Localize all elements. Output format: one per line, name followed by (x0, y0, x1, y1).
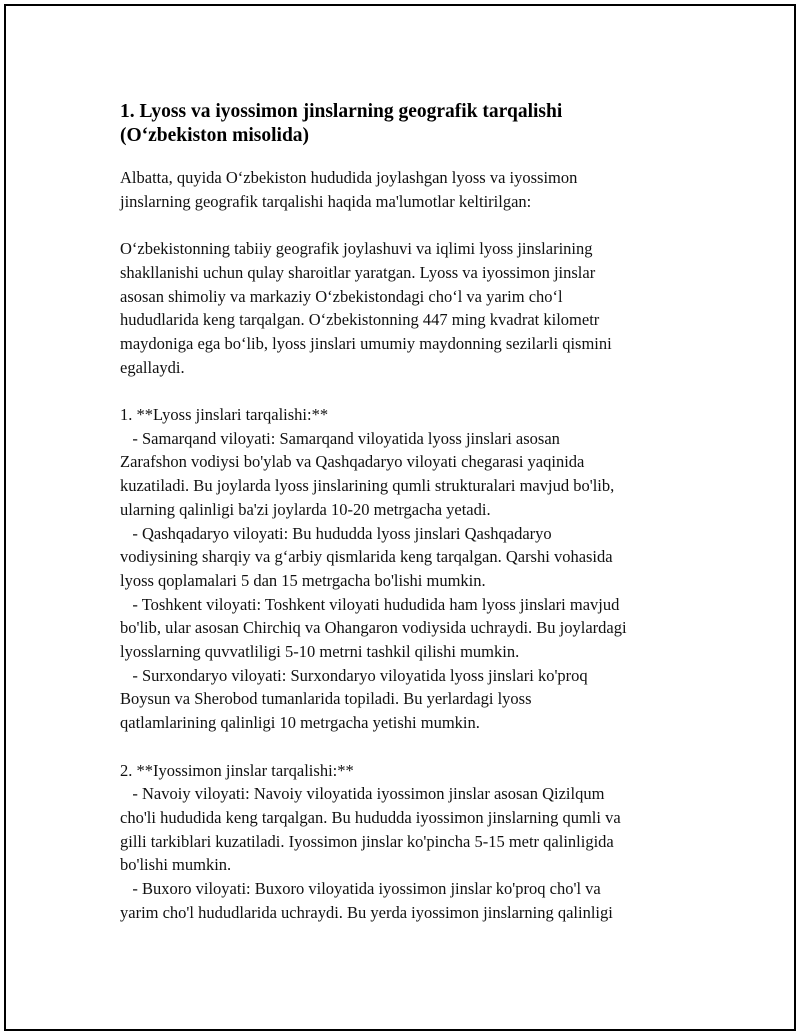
text-line: - Samarqand viloyati: Samarqand viloyatida lyoss jinslari asosan (120, 428, 560, 448)
section-heading: 1. **Lyoss jinslari tarqalishi:** (120, 405, 329, 424)
title-line: (O‘zbekiston misolida) (120, 125, 310, 146)
text-line: lyoss qoplamalari 5 dan 15 metrgacha bo'lishi mumkin. (120, 570, 486, 590)
text-line: - Surxondaryo viloyati: Surxondaryo viloyatida lyoss jinslari ko'proq (120, 665, 588, 685)
text-line: ularning qalinligi ba'zi joylarda 10-20 metrgacha yetadi. (120, 499, 491, 519)
text-line: qatlamlarining qalinligi 10 metrgacha yetishi mumkin. (120, 713, 480, 733)
text-line: vodiysining sharqiy va g‘arbiy qismlarida keng tarqalgan. Qarshi vohasida (120, 547, 613, 567)
section-heading: 2. **Iyossimon jinslar tarqalishi:** (120, 760, 354, 780)
text-line: yarim cho'l hududlarida uchraydi. Bu yerda iyossimon jinslarning qalinligi (120, 902, 613, 922)
text-line: lyosslarning quvvatliligi 5-10 metrni tashkil qilishi mumkin. (120, 642, 520, 662)
page-frame (4, 4, 796, 1031)
text-line: O‘zbekistonning tabiiy geografik joylashuvi va iqlimi lyoss jinslarining (120, 239, 593, 259)
text-line: - Qashqadaryo viloyati: Bu hududda lyoss jinslari Qashqadaryo (120, 523, 552, 543)
blank-line (120, 379, 700, 403)
text-line: maydoniga ega bo‘lib, lyoss jinslari umumiy maydonning sezilarli qismini (120, 333, 612, 353)
text-line: Albatta, quyida O‘zbekiston hududida joylashgan lyoss va iyossimon (120, 168, 578, 187)
text-line: - Toshkent viloyati: Toshkent viloyati hududida ham lyoss jinslari mavjud (120, 594, 620, 614)
text-line: asosan shimoliy va markaziy O‘zbekistondagi cho‘l va yarim cho‘l (120, 286, 563, 306)
text-line: Zarafshon vodiysi bo'ylab va Qashqadaryo viloyati chegarasi yaqinida (120, 452, 585, 472)
document-title (120, 100, 700, 148)
text-line: hududlarida keng tarqalgan. O‘zbekistonning 447 ming kvadrat kilometr (120, 310, 600, 330)
text-line: shakllanishi uchun qulay sharoitlar yaratgan. Lyoss va iyossimon jinslar (120, 262, 596, 282)
blank-line (120, 213, 700, 237)
text-line: - Buxoro viloyati: Buxoro viloyatida iyossimon jinslar ko'proq cho'l va (120, 879, 601, 899)
text-line: gilli tarkiblari kuzatiladi. Iyossimon jinslar ko'pincha 5-15 metr qalinligida (120, 831, 614, 851)
blank-line (120, 735, 700, 759)
overview-paragraph (120, 237, 700, 379)
text-line: kuzatiladi. Bu joylarda lyoss jinslarining qumli strukturalari mavjud bo'lib, (120, 476, 615, 496)
text-line: - Navoiy viloyati: Navoiy viloyatida iyossimon jinslar asosan Qizilqum (120, 784, 605, 804)
loess-distribution-section (120, 403, 700, 735)
text-line: jinslarning geografik tarqalishi haqida ma'lumotlar keltirilgan: (120, 191, 532, 211)
title-line: 1. Lyoss va iyossimon jinslarning geografik tarqalishi (120, 101, 563, 122)
text-line: bo'lishi mumkin. (120, 855, 232, 875)
loess-like-distribution-section (120, 759, 700, 925)
text-line: egallaydi. (120, 357, 185, 377)
text-line: bo'lib, ular asosan Chirchiq va Ohangaron vodiysida uchraydi. Bu joylardagi (120, 618, 627, 638)
text-line: cho'li hududida keng tarqalgan. Bu hududda iyossimon jinslarning qumli va (120, 807, 621, 827)
text-line: Boysun va Sherobod tumanlarida topiladi. Bu yerlardagi lyoss (120, 689, 532, 709)
intro-paragraph (120, 166, 700, 213)
document-content (120, 100, 700, 924)
